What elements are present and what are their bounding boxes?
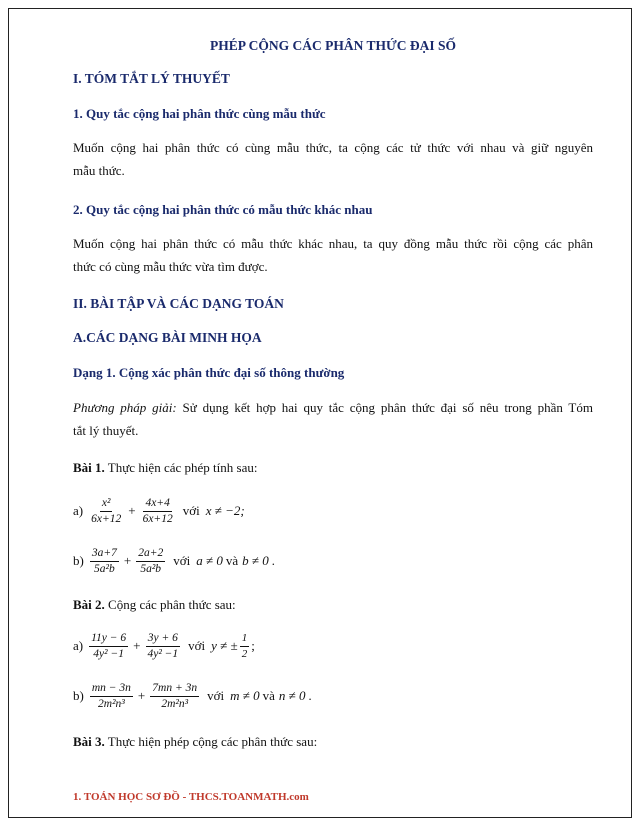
bai1-b-condition1: a ≠ 0 [196,553,223,568]
rule1-heading: 1. Quy tắc cộng hai phân thức cùng mẫu thức [73,106,326,121]
bai1-prompt [73,460,257,476]
bai1-b-label: b) [73,553,84,568]
bai2-b-expression [73,676,312,716]
bai1-label: Bài 1. [73,460,105,475]
condition-word: với [188,638,206,653]
bai2-a-condition-prefix: y ≠ ± [211,638,238,653]
fraction-numerator: 1 [240,632,250,647]
fraction-denominator: 2m²n³ [161,697,189,710]
rule2-paragraph [73,232,593,278]
condition-word: với [207,688,225,703]
method-line2: tắt lý thuyết. [73,423,139,438]
rule2-line2: thức có cùng mẫu thức vừa tìm được. [73,259,268,274]
and-word: và [225,553,239,568]
bai2-a-fraction2 [145,632,180,661]
fraction-numerator: 11y − 6 [89,632,128,647]
method-line1 [73,396,593,419]
bai2-b-condition1: m ≠ 0 [230,688,260,703]
bai2-a-condition-fraction [240,632,250,661]
bai2-a-label: a) [73,638,84,653]
bai1-a-condition: x ≠ −2; [205,503,245,518]
fraction-numerator: 3a+7 [90,547,119,562]
bai2-a-condition-suffix: ; [251,638,255,653]
method-text: Sử dụng kết hợp hai quy tắc cộng phân thức đại số nêu trong phần Tóm [176,400,593,415]
bai2-b-fraction2 [150,682,199,711]
bai2-label: Bài 2. [73,597,105,612]
page-footer: 1. TOÁN HỌC SƠ ĐỒ - THCS.TOANMATH.com [73,791,309,803]
bai3-text: Thực hiện phép cộng các phân thức sau: [104,734,318,749]
plus-sign: + [123,553,132,568]
rule1-line2: mẫu thức. [73,163,125,178]
bai1-b-fraction1 [90,547,119,576]
bai1-b-condition2: b ≠ 0 . [242,553,276,568]
fraction-denominator: 6x+12 [91,512,122,525]
fraction-numerator: 4x+4 [143,497,171,512]
section-theory-heading: I. TÓM TẮT LÝ THUYẾT [73,71,230,86]
fraction-denominator: 5a²b [140,562,162,575]
bai1-a-fraction1 [89,497,123,526]
bai2-a-expression [73,626,255,666]
bai3-prompt [73,734,317,750]
bai3-label: Bài 3. [73,734,105,749]
plus-sign: + [137,688,146,703]
bai2-a-fraction1 [89,632,128,661]
document-title: PHÉP CỘNG CÁC PHÂN THỨC ĐẠI SỐ [209,38,456,53]
plus-sign: + [128,503,136,518]
bai1-a-label: a) [73,503,84,518]
bai1-a-expression [73,491,245,531]
plus-sign: + [133,638,141,653]
fraction-numerator: 7mn + 3n [150,682,199,697]
bai1-a-fraction2 [141,497,175,526]
and-word: và [262,688,275,703]
fraction-numerator: mn − 3n [90,682,133,697]
condition-word: với [173,553,191,568]
section-exercises-heading: II. BÀI TẬP VÀ CÁC DẠNG TOÁN [73,296,284,311]
rule1-paragraph [73,136,593,182]
fraction-denominator: 4y² −1 [147,647,179,660]
fraction-denominator: 5a²b [94,562,115,575]
bai1-text: Thực hiện các phép tính sau: [104,460,258,475]
bai2-b-label: b) [73,688,84,703]
fraction-denominator: 2m²n³ [98,697,125,710]
rule2-heading: 2. Quy tắc cộng hai phân thức có mẫu thức khác nhau [73,202,373,217]
dang1-heading: Dạng 1. Cộng xác phân thức đại số thông thường [73,365,345,380]
bai1-b-fraction2 [136,547,165,576]
bai2-text: Cộng các phân thức sau: [104,597,236,612]
bai1-b-expression [73,541,275,581]
bai2-b-condition2: n ≠ 0 . [278,688,313,703]
section-a-heading: A.CÁC DẠNG BÀI MINH HỌA [73,330,262,345]
method-paragraph [73,396,593,442]
fraction-numerator: 3y + 6 [146,632,180,647]
rule2-line1: Muốn cộng hai phân thức có mẫu thức khác nhau, ta quy đồng mẫu thức rồi cộng các phân [73,236,593,251]
condition-word: với [182,503,200,518]
fraction-denominator: 6x+12 [142,512,173,525]
fraction-numerator: x² [100,497,113,512]
method-label: Phương pháp giải: [73,400,177,415]
bai2-b-fraction1 [90,682,133,711]
fraction-denominator: 2 [241,647,248,660]
rule1-line1: Muốn cộng hai phân thức có cùng mẫu thức, ta cộng các tử thức với nhau và giữ nguyên [73,140,593,155]
fraction-denominator: 4y² −1 [93,647,124,660]
fraction-numerator: 2a+2 [136,547,165,562]
bai2-prompt [73,597,236,613]
